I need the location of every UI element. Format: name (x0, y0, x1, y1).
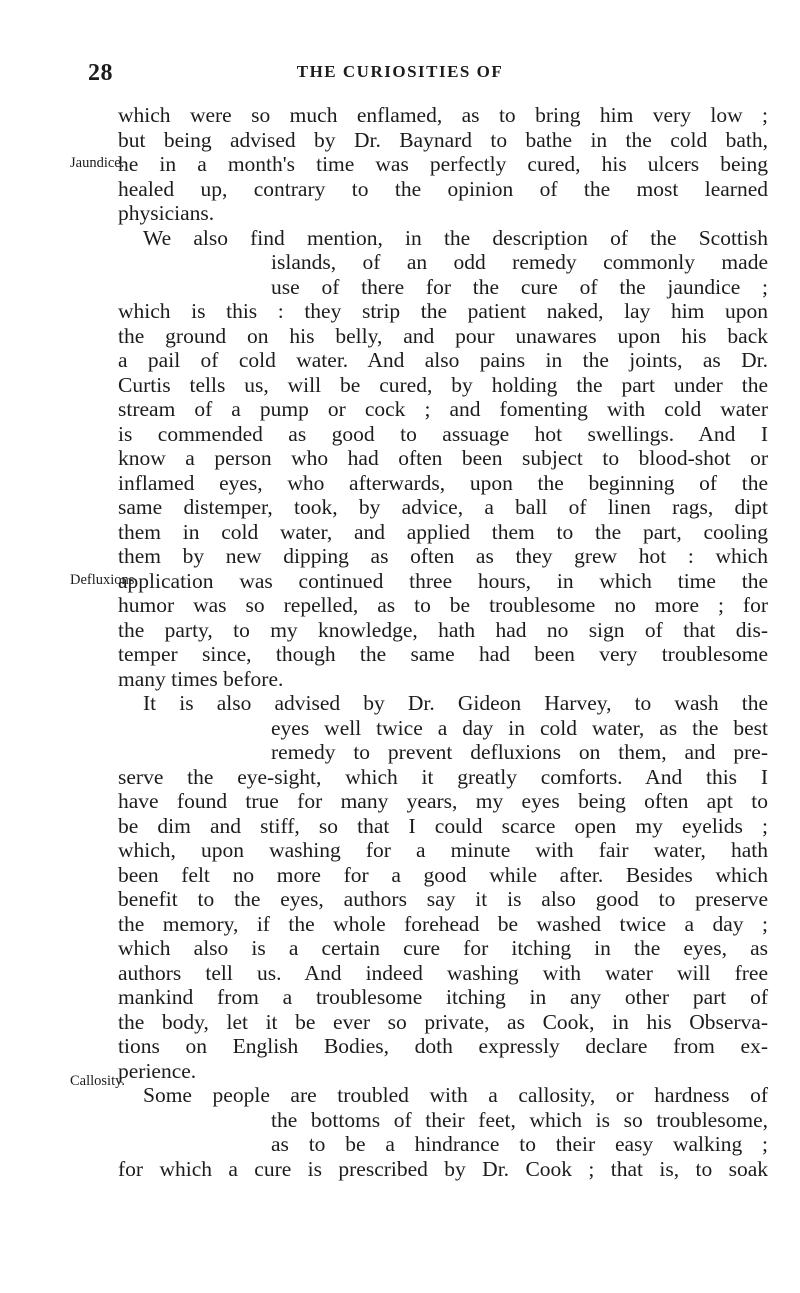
text-line: tions on English Bodies, doth expressly declare from ex- (118, 1034, 768, 1058)
text-line: which, upon washing for a minute with fair water, hath (118, 838, 768, 862)
text-line: the party, to my knowledge, hath had no sign of that dis- (118, 618, 768, 642)
text-line: physicians. (118, 201, 215, 225)
text-line: use of there for the cure of the jaundice ; (271, 275, 768, 299)
text-line: It is also advised by Dr. Gideon Harvey, to wash the (143, 691, 768, 715)
text-line: application was continued three hours, in which time the (118, 569, 768, 593)
text-line: benefit to the eyes, authors say it is also good to preserve (118, 887, 768, 911)
marginal-note-jaundice: Jaundice. (70, 155, 125, 171)
text-line: the body, let it be ever so private, as Cook, in his Observa- (118, 1010, 768, 1034)
page-number: 28 (88, 60, 113, 86)
text-line: Curtis tells us, will be cured, by holding the part under the (118, 373, 768, 397)
text-line: stream of a pump or cock ; and fomenting with cold water (118, 397, 768, 421)
text-line: is commended as good to assuage hot swellings. And I (118, 422, 768, 446)
marginal-note-defluxions: Defluxions. (70, 572, 139, 588)
text-line: be dim and stiff, so that I could scarce open my eyelids ; (118, 814, 768, 838)
text-line: a pail of cold water. And also pains in the joints, as Dr. (118, 348, 768, 372)
text-line: We also find mention, in the description of the Scottish (143, 226, 768, 250)
text-line: many times before. (118, 667, 284, 691)
text-line: them by new dipping as often as they grew hot : which (118, 544, 768, 568)
text-line: for which a cure is prescribed by Dr. Cook ; that is, to soak (118, 1157, 768, 1181)
text-line: humor was so repelled, as to be troublesome no more ; for (118, 593, 768, 617)
text-line: know a person who had often been subject to blood-shot or (118, 446, 768, 470)
text-line: serve the eye-sight, which it greatly comforts. And this I (118, 765, 768, 789)
text-line: remedy to prevent defluxions on them, and pre- (271, 740, 768, 764)
text-line: the bottoms of their feet, which is so troublesome, (271, 1108, 768, 1132)
text-line: same distemper, took, by advice, a ball of linen rags, dipt (118, 495, 768, 519)
text-line: he in a month's time was perfectly cured, his ulcers being (118, 152, 768, 176)
text-line: perience. (118, 1059, 197, 1083)
text-line: the ground on his belly, and pour unawares upon his back (118, 324, 768, 348)
text-line: the memory, if the whole forehead be washed twice a day ; (118, 912, 768, 936)
text-line: mankind from a troublesome itching in any other part of (118, 985, 768, 1009)
text-line: healed up, contrary to the opinion of the most learned (118, 177, 768, 201)
text-line: as to be a hindrance to their easy walking ; (271, 1132, 768, 1156)
text-line: islands, of an odd remedy commonly made (271, 250, 768, 274)
text-line: which also is a certain cure for itching in the eyes, as (118, 936, 768, 960)
text-line: them in cold water, and applied them to the part, cooling (118, 520, 768, 544)
marginal-note-callosity: Callosity. (70, 1073, 126, 1089)
text-line: temper since, though the same had been very troublesome (118, 642, 768, 666)
text-line: have found true for many years, my eyes being often apt to (118, 789, 768, 813)
text-line: authors tell us. And indeed washing with water will free (118, 961, 768, 985)
text-line: eyes well twice a day in cold water, as the best (271, 716, 768, 740)
running-title: THE CURIOSITIES OF (296, 62, 504, 81)
text-line: Some people are troubled with a callosity, or hardness of (143, 1083, 768, 1107)
text-line: inflamed eyes, who afterwards, upon the beginning of the (118, 471, 768, 495)
text-line: which were so much enflamed, as to bring him very low ; (118, 103, 768, 127)
text-line: but being advised by Dr. Baynard to bathe in the cold bath, (118, 128, 768, 152)
text-line: which is this : they strip the patient naked, lay him upon (118, 299, 768, 323)
text-line: been felt no more for a good while after. Besides which (118, 863, 768, 887)
